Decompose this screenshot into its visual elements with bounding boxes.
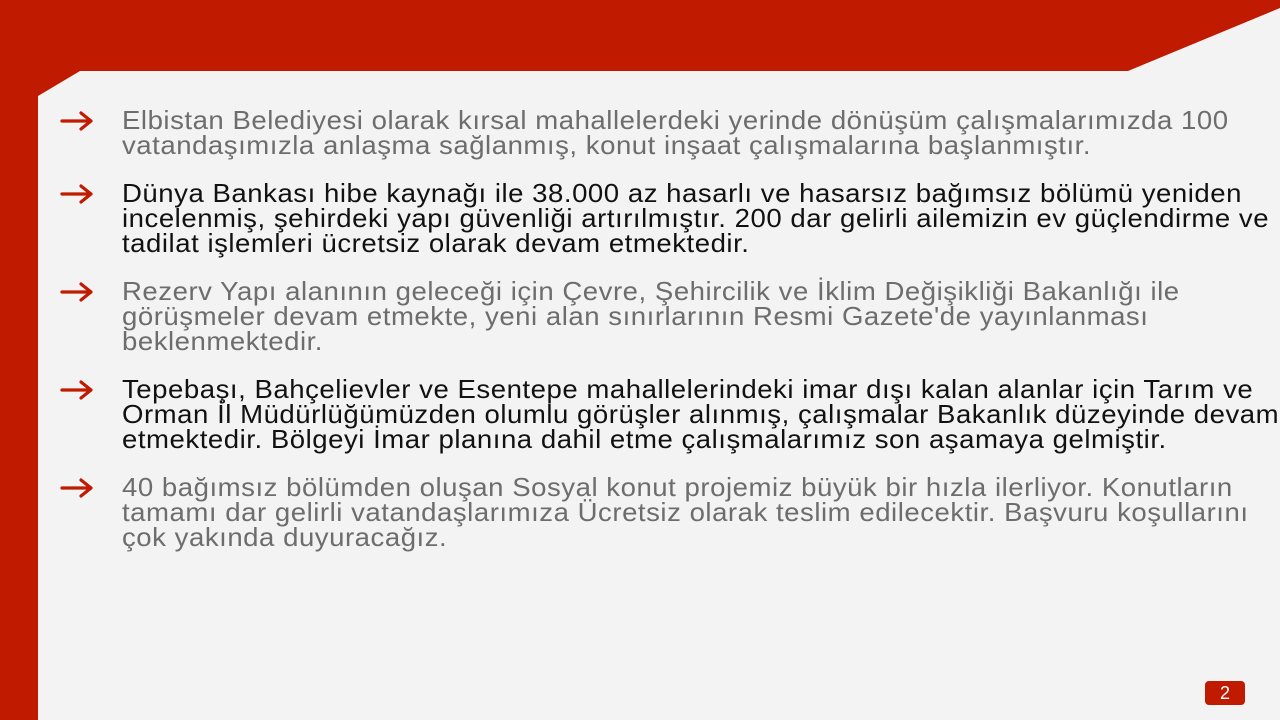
arrow-right-icon: [60, 475, 96, 501]
bullet-list: [60, 105, 1280, 573]
bullet-item: [60, 276, 1250, 356]
arrow-right-icon: [60, 108, 96, 134]
bullet-text: 40 bağımsız bölümden oluşan Sosyal konut projemiz büyük bir hızla ilerliyor. Konutların tamamı dar gelirli vatandaşlarımıza Ücretsiz olarak teslim edilecektir. Başvuru koşullarını çok yakında duyuracağız.: [122, 472, 1249, 552]
bullet-text: Tepebaşı, Bahçelievler ve Esentepe mahallelerindeki imar dışı kalan alanlar için Tarım ve Orman İl Müdürlüğümüzden olumlu görüşler alınmış, çalışmalar Bakanlık düzeyinde devam etmektedir. Bölgeyi İmar planına dahil etme çalışmalarımız son aşamaya gelmiştir.: [122, 374, 1280, 454]
bullet-item: [60, 105, 1250, 160]
bullet-text: Rezerv Yapı alanının geleceği için Çevre, Şehircilik ve İklim Değişikliği Bakanlığı ile görüşmeler devam etmekte, yeni alan sınırlarının Resmi Gazete'de yayınlanması beklenmektedir.: [122, 276, 1180, 356]
bullet-text: Dünya Bankası hibe kaynağı ile 38.000 az hasarlı ve hasarsız bağımsız bölümü yeniden incelenmiş, şehirdeki yapı güvenliği artırılmıştır. 200 dar gelirli ailemizin ev güçlendirme ve tadilat işlemleri ücretsiz olarak devam etmektedir.: [122, 178, 1270, 258]
bullet-item: [60, 472, 1250, 552]
arrow-right-icon: [60, 377, 96, 403]
arrow-right-icon: [60, 279, 96, 305]
bullet-item: [60, 178, 1270, 258]
page-number-badge: 2: [1205, 681, 1245, 705]
bullet-item: [60, 374, 1280, 454]
bullet-text: Elbistan Belediyesi olarak kırsal mahallelerdeki yerinde dönüşüm çalışmalarımızda 100 vatandaşımızla anlaşma sağlanmış, konut inşaat çalışmalarına başlanmıştır.: [122, 105, 1229, 160]
arrow-right-icon: [60, 181, 96, 207]
